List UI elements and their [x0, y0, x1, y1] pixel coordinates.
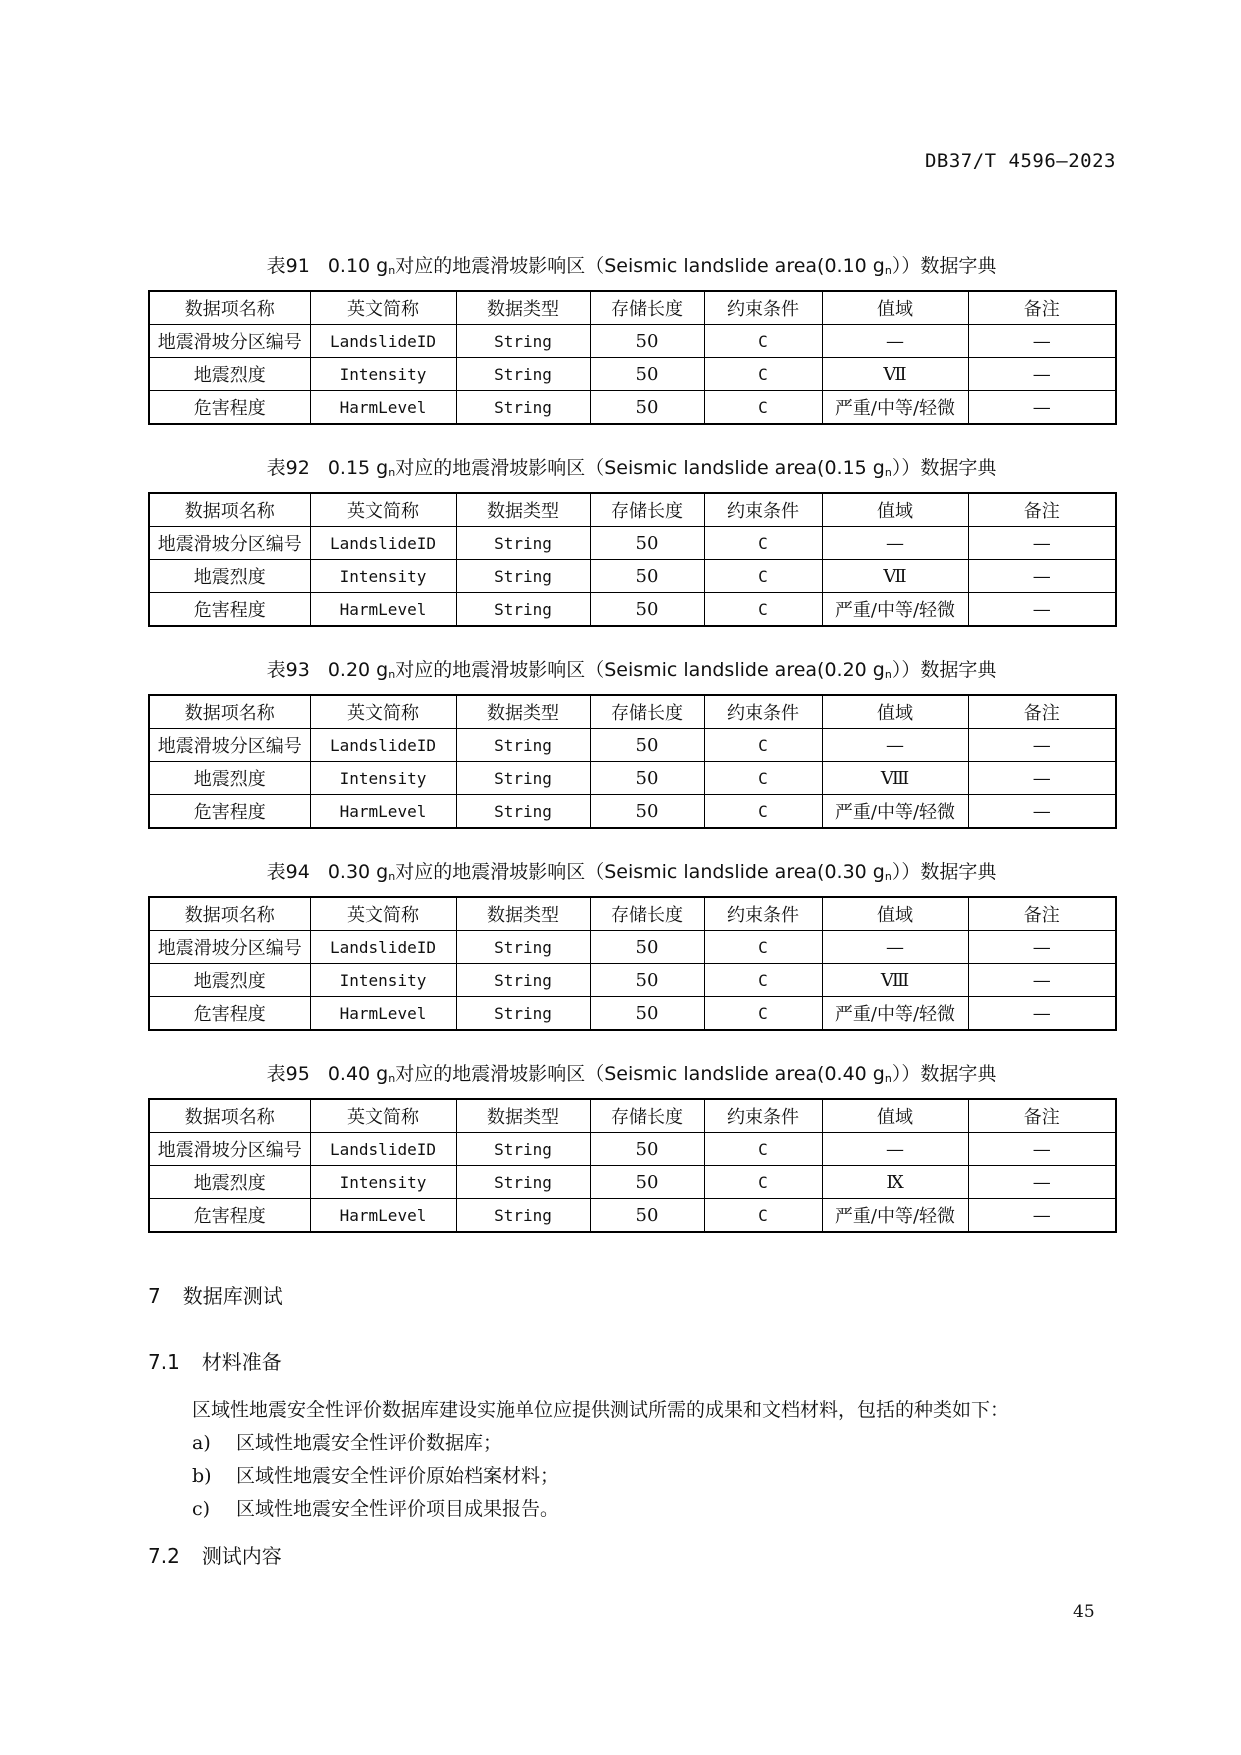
data-table	[148, 694, 1117, 829]
table-cell: 严重/中等/轻微	[822, 997, 968, 1031]
column-header: 数据类型	[456, 493, 590, 527]
data-table	[148, 290, 1117, 425]
header-row	[149, 1099, 1116, 1133]
data-dictionary-table-95	[148, 1058, 1115, 1233]
table-cell: 地震滑坡分区编号	[149, 325, 310, 358]
table-cell: C	[704, 997, 822, 1031]
caption-part: ））数据字典	[891, 659, 997, 681]
table-cell: 危害程度	[149, 795, 310, 829]
table-cell: C	[704, 729, 822, 762]
table-cell: 危害程度	[149, 997, 310, 1031]
caption-part: 对应的地震滑坡影响区（Seismic landslide area(0.15 g	[395, 457, 885, 479]
column-header: 值域	[822, 695, 968, 729]
table-cell: String	[456, 964, 590, 997]
data-table	[148, 492, 1117, 627]
table-cell: 地震滑坡分区编号	[149, 931, 310, 964]
section-title: 数据库测试	[182, 1284, 283, 1308]
column-header: 数据项名称	[149, 291, 310, 325]
table-cell: String	[456, 1199, 590, 1233]
table-cell: Intensity	[310, 358, 456, 391]
caption-part: ））数据字典	[891, 457, 997, 479]
table-cell: —	[968, 325, 1116, 358]
column-header: 数据类型	[456, 897, 590, 931]
table-cell: String	[456, 729, 590, 762]
data-table	[148, 896, 1117, 1031]
table-cell: —	[822, 729, 968, 762]
table-row	[149, 795, 1116, 829]
table-row	[149, 729, 1116, 762]
table-number: 表94	[266, 861, 310, 883]
table-cell: C	[704, 391, 822, 425]
header-row	[149, 695, 1116, 729]
table-cell: LandslideID	[310, 1133, 456, 1166]
header-row	[149, 493, 1116, 527]
table-cell: —	[968, 527, 1116, 560]
table-cell: LandslideID	[310, 729, 456, 762]
caption-part: ））数据字典	[891, 861, 997, 883]
table-cell: Ⅷ	[822, 762, 968, 795]
table-cell: LandslideID	[310, 325, 456, 358]
table-row	[149, 931, 1116, 964]
table-cell: —	[968, 391, 1116, 425]
table-cell: String	[456, 762, 590, 795]
table-cell: —	[968, 762, 1116, 795]
table-cell: HarmLevel	[310, 1199, 456, 1233]
table-cell: —	[968, 593, 1116, 627]
table-cell: 严重/中等/轻微	[822, 1199, 968, 1233]
table-cell: Ⅸ	[822, 1166, 968, 1199]
table-cell: 地震烈度	[149, 762, 310, 795]
table-cell: C	[704, 1166, 822, 1199]
table-cell: String	[456, 391, 590, 425]
table-row	[149, 527, 1116, 560]
caption-part: 0.10 g	[327, 255, 389, 277]
column-header: 数据类型	[456, 1099, 590, 1133]
list-item-text: 区域性地震安全性评价原始档案材料；	[236, 1465, 560, 1487]
column-header: 英文简称	[310, 291, 456, 325]
table-cell: C	[704, 964, 822, 997]
section-heading-7	[148, 1280, 283, 1309]
section-number: 7.2	[148, 1544, 180, 1568]
table-cell: —	[968, 729, 1116, 762]
column-header: 数据类型	[456, 695, 590, 729]
table-cell: 50	[590, 795, 704, 829]
caption-subscript: n	[388, 668, 396, 681]
caption-subscript: n	[884, 668, 892, 681]
list-item	[192, 1461, 559, 1488]
data-dictionary-table-91	[148, 250, 1115, 425]
column-header: 英文简称	[310, 897, 456, 931]
table-cell: LandslideID	[310, 931, 456, 964]
table-cell: 50	[590, 391, 704, 425]
table-caption	[148, 452, 1115, 484]
table-cell: 50	[590, 593, 704, 627]
caption-part: ））数据字典	[891, 1063, 997, 1085]
data-dictionary-table-93	[148, 654, 1115, 829]
column-header: 备注	[968, 291, 1116, 325]
column-header: 英文简称	[310, 695, 456, 729]
caption-part: 0.30 g	[327, 861, 389, 883]
table-number: 表95	[266, 1063, 310, 1085]
column-header: 存储长度	[590, 1099, 704, 1133]
table-cell: C	[704, 325, 822, 358]
section-number: 7	[148, 1284, 161, 1308]
column-header: 存储长度	[590, 897, 704, 931]
caption-part: 对应的地震滑坡影响区（Seismic landslide area(0.10 g	[395, 255, 885, 277]
table-cell: C	[704, 358, 822, 391]
column-header: 数据项名称	[149, 1099, 310, 1133]
caption-part: 0.40 g	[327, 1063, 389, 1085]
list-item	[192, 1428, 502, 1455]
table-cell: 地震滑坡分区编号	[149, 1133, 310, 1166]
table-cell: String	[456, 325, 590, 358]
caption-subscript: n	[388, 870, 396, 883]
list-item	[192, 1494, 559, 1521]
table-row	[149, 560, 1116, 593]
table-cell: 50	[590, 1166, 704, 1199]
table-cell: String	[456, 997, 590, 1031]
table-cell: String	[456, 795, 590, 829]
column-header: 存储长度	[590, 493, 704, 527]
table-cell: 50	[590, 931, 704, 964]
table-cell: —	[968, 358, 1116, 391]
column-header: 约束条件	[704, 897, 822, 931]
caption-part: 对应的地震滑坡影响区（Seismic landslide area(0.20 g	[395, 659, 885, 681]
table-row	[149, 1199, 1116, 1233]
table-cell: 50	[590, 1133, 704, 1166]
table-cell: C	[704, 795, 822, 829]
table-cell: 50	[590, 1199, 704, 1233]
table-cell: 50	[590, 527, 704, 560]
table-row	[149, 358, 1116, 391]
caption-subscript: n	[884, 466, 892, 479]
caption-part: 对应的地震滑坡影响区（Seismic landslide area(0.40 g	[395, 1063, 885, 1085]
table-row	[149, 1166, 1116, 1199]
caption-subscript: n	[388, 466, 396, 479]
table-cell: 50	[590, 358, 704, 391]
table-cell: C	[704, 762, 822, 795]
table-cell: C	[704, 1199, 822, 1233]
table-row	[149, 593, 1116, 627]
table-cell: 50	[590, 325, 704, 358]
table-cell: String	[456, 1133, 590, 1166]
caption-subscript: n	[388, 264, 396, 277]
column-header: 备注	[968, 695, 1116, 729]
table-cell: 50	[590, 762, 704, 795]
table-cell: Intensity	[310, 560, 456, 593]
table-cell: String	[456, 358, 590, 391]
section-title: 测试内容	[201, 1544, 282, 1568]
column-header: 值域	[822, 897, 968, 931]
column-header: 备注	[968, 493, 1116, 527]
table-cell: 严重/中等/轻微	[822, 795, 968, 829]
data-dictionary-table-94	[148, 856, 1115, 1031]
column-header: 数据项名称	[149, 493, 310, 527]
caption-subscript: n	[884, 1072, 892, 1085]
table-number: 表93	[266, 659, 310, 681]
list-marker: a)	[192, 1432, 211, 1454]
table-cell: 地震烈度	[149, 560, 310, 593]
table-cell: 危害程度	[149, 391, 310, 425]
column-header: 存储长度	[590, 695, 704, 729]
table-cell: C	[704, 560, 822, 593]
table-cell: —	[968, 931, 1116, 964]
table-row	[149, 997, 1116, 1031]
column-header: 值域	[822, 1099, 968, 1133]
table-cell: 严重/中等/轻微	[822, 391, 968, 425]
list-marker: c)	[192, 1498, 211, 1520]
table-cell: —	[968, 997, 1116, 1031]
column-header: 约束条件	[704, 291, 822, 325]
table-row	[149, 391, 1116, 425]
table-cell: String	[456, 527, 590, 560]
body-paragraph: 区域性地震安全性评价数据库建设实施单位应提供测试所需的成果和文档材料，包括的种类如下：	[192, 1399, 1010, 1421]
table-cell: Ⅷ	[822, 964, 968, 997]
column-header: 英文简称	[310, 1099, 456, 1133]
table-cell: —	[968, 1166, 1116, 1199]
table-cell: —	[968, 1199, 1116, 1233]
column-header: 值域	[822, 493, 968, 527]
table-cell: HarmLevel	[310, 795, 456, 829]
table-cell: 地震滑坡分区编号	[149, 527, 310, 560]
table-caption	[148, 654, 1115, 686]
table-cell: C	[704, 527, 822, 560]
table-cell: —	[822, 931, 968, 964]
table-cell: —	[968, 795, 1116, 829]
table-cell: C	[704, 931, 822, 964]
document-code: DB37/T 4596—2023	[924, 150, 1116, 172]
table-cell: String	[456, 560, 590, 593]
table-caption	[148, 250, 1115, 282]
table-cell: 地震烈度	[149, 1166, 310, 1199]
table-number: 表91	[266, 255, 310, 277]
table-cell: 危害程度	[149, 593, 310, 627]
table-cell: LandslideID	[310, 527, 456, 560]
table-cell: 50	[590, 997, 704, 1031]
column-header: 存储长度	[590, 291, 704, 325]
column-header: 约束条件	[704, 1099, 822, 1133]
section-heading-7-2	[148, 1540, 282, 1569]
table-cell: 地震烈度	[149, 358, 310, 391]
table-cell: —	[968, 964, 1116, 997]
table-cell: Intensity	[310, 762, 456, 795]
column-header: 数据项名称	[149, 695, 310, 729]
table-row	[149, 325, 1116, 358]
caption-subscript: n	[388, 1072, 396, 1085]
table-cell: Ⅶ	[822, 358, 968, 391]
table-cell: C	[704, 1133, 822, 1166]
column-header: 备注	[968, 897, 1116, 931]
table-cell: 严重/中等/轻微	[822, 593, 968, 627]
table-cell: 50	[590, 560, 704, 593]
section-number: 7.1	[148, 1350, 180, 1374]
table-cell: String	[456, 593, 590, 627]
table-row	[149, 1133, 1116, 1166]
table-cell: —	[822, 527, 968, 560]
caption-part: 对应的地震滑坡影响区（Seismic landslide area(0.30 g	[395, 861, 885, 883]
table-cell: Ⅶ	[822, 560, 968, 593]
list-item-text: 区域性地震安全性评价数据库；	[236, 1432, 503, 1454]
table-cell: String	[456, 931, 590, 964]
caption-subscript: n	[884, 870, 892, 883]
column-header: 备注	[968, 1099, 1116, 1133]
page-number: 45	[1073, 1602, 1095, 1622]
data-dictionary-table-92	[148, 452, 1115, 627]
column-header: 值域	[822, 291, 968, 325]
table-cell: —	[822, 325, 968, 358]
section-heading-7-1	[148, 1346, 282, 1375]
table-caption	[148, 1058, 1115, 1090]
table-cell: HarmLevel	[310, 997, 456, 1031]
table-caption	[148, 856, 1115, 888]
table-row	[149, 964, 1116, 997]
caption-part: 0.15 g	[327, 457, 389, 479]
table-cell: C	[704, 593, 822, 627]
table-number: 表92	[266, 457, 310, 479]
table-cell: —	[822, 1133, 968, 1166]
header-row	[149, 291, 1116, 325]
caption-part: ））数据字典	[891, 255, 997, 277]
table-cell: 危害程度	[149, 1199, 310, 1233]
caption-part: 0.20 g	[327, 659, 389, 681]
table-cell: HarmLevel	[310, 593, 456, 627]
column-header: 约束条件	[704, 493, 822, 527]
table-row	[149, 762, 1116, 795]
table-cell: Intensity	[310, 1166, 456, 1199]
table-cell: 50	[590, 964, 704, 997]
table-cell: HarmLevel	[310, 391, 456, 425]
list-item-text: 区域性地震安全性评价项目成果报告。	[236, 1498, 560, 1520]
list-marker: b)	[192, 1465, 212, 1487]
table-cell: —	[968, 560, 1116, 593]
table-cell: String	[456, 1166, 590, 1199]
header-row	[149, 897, 1116, 931]
data-table	[148, 1098, 1117, 1233]
table-cell: 地震滑坡分区编号	[149, 729, 310, 762]
column-header: 数据类型	[456, 291, 590, 325]
column-header: 约束条件	[704, 695, 822, 729]
section-title: 材料准备	[201, 1350, 282, 1374]
table-cell: 50	[590, 729, 704, 762]
table-cell: 地震烈度	[149, 964, 310, 997]
caption-subscript: n	[884, 264, 892, 277]
column-header: 数据项名称	[149, 897, 310, 931]
table-cell: Intensity	[310, 964, 456, 997]
table-cell: —	[968, 1133, 1116, 1166]
column-header: 英文简称	[310, 493, 456, 527]
